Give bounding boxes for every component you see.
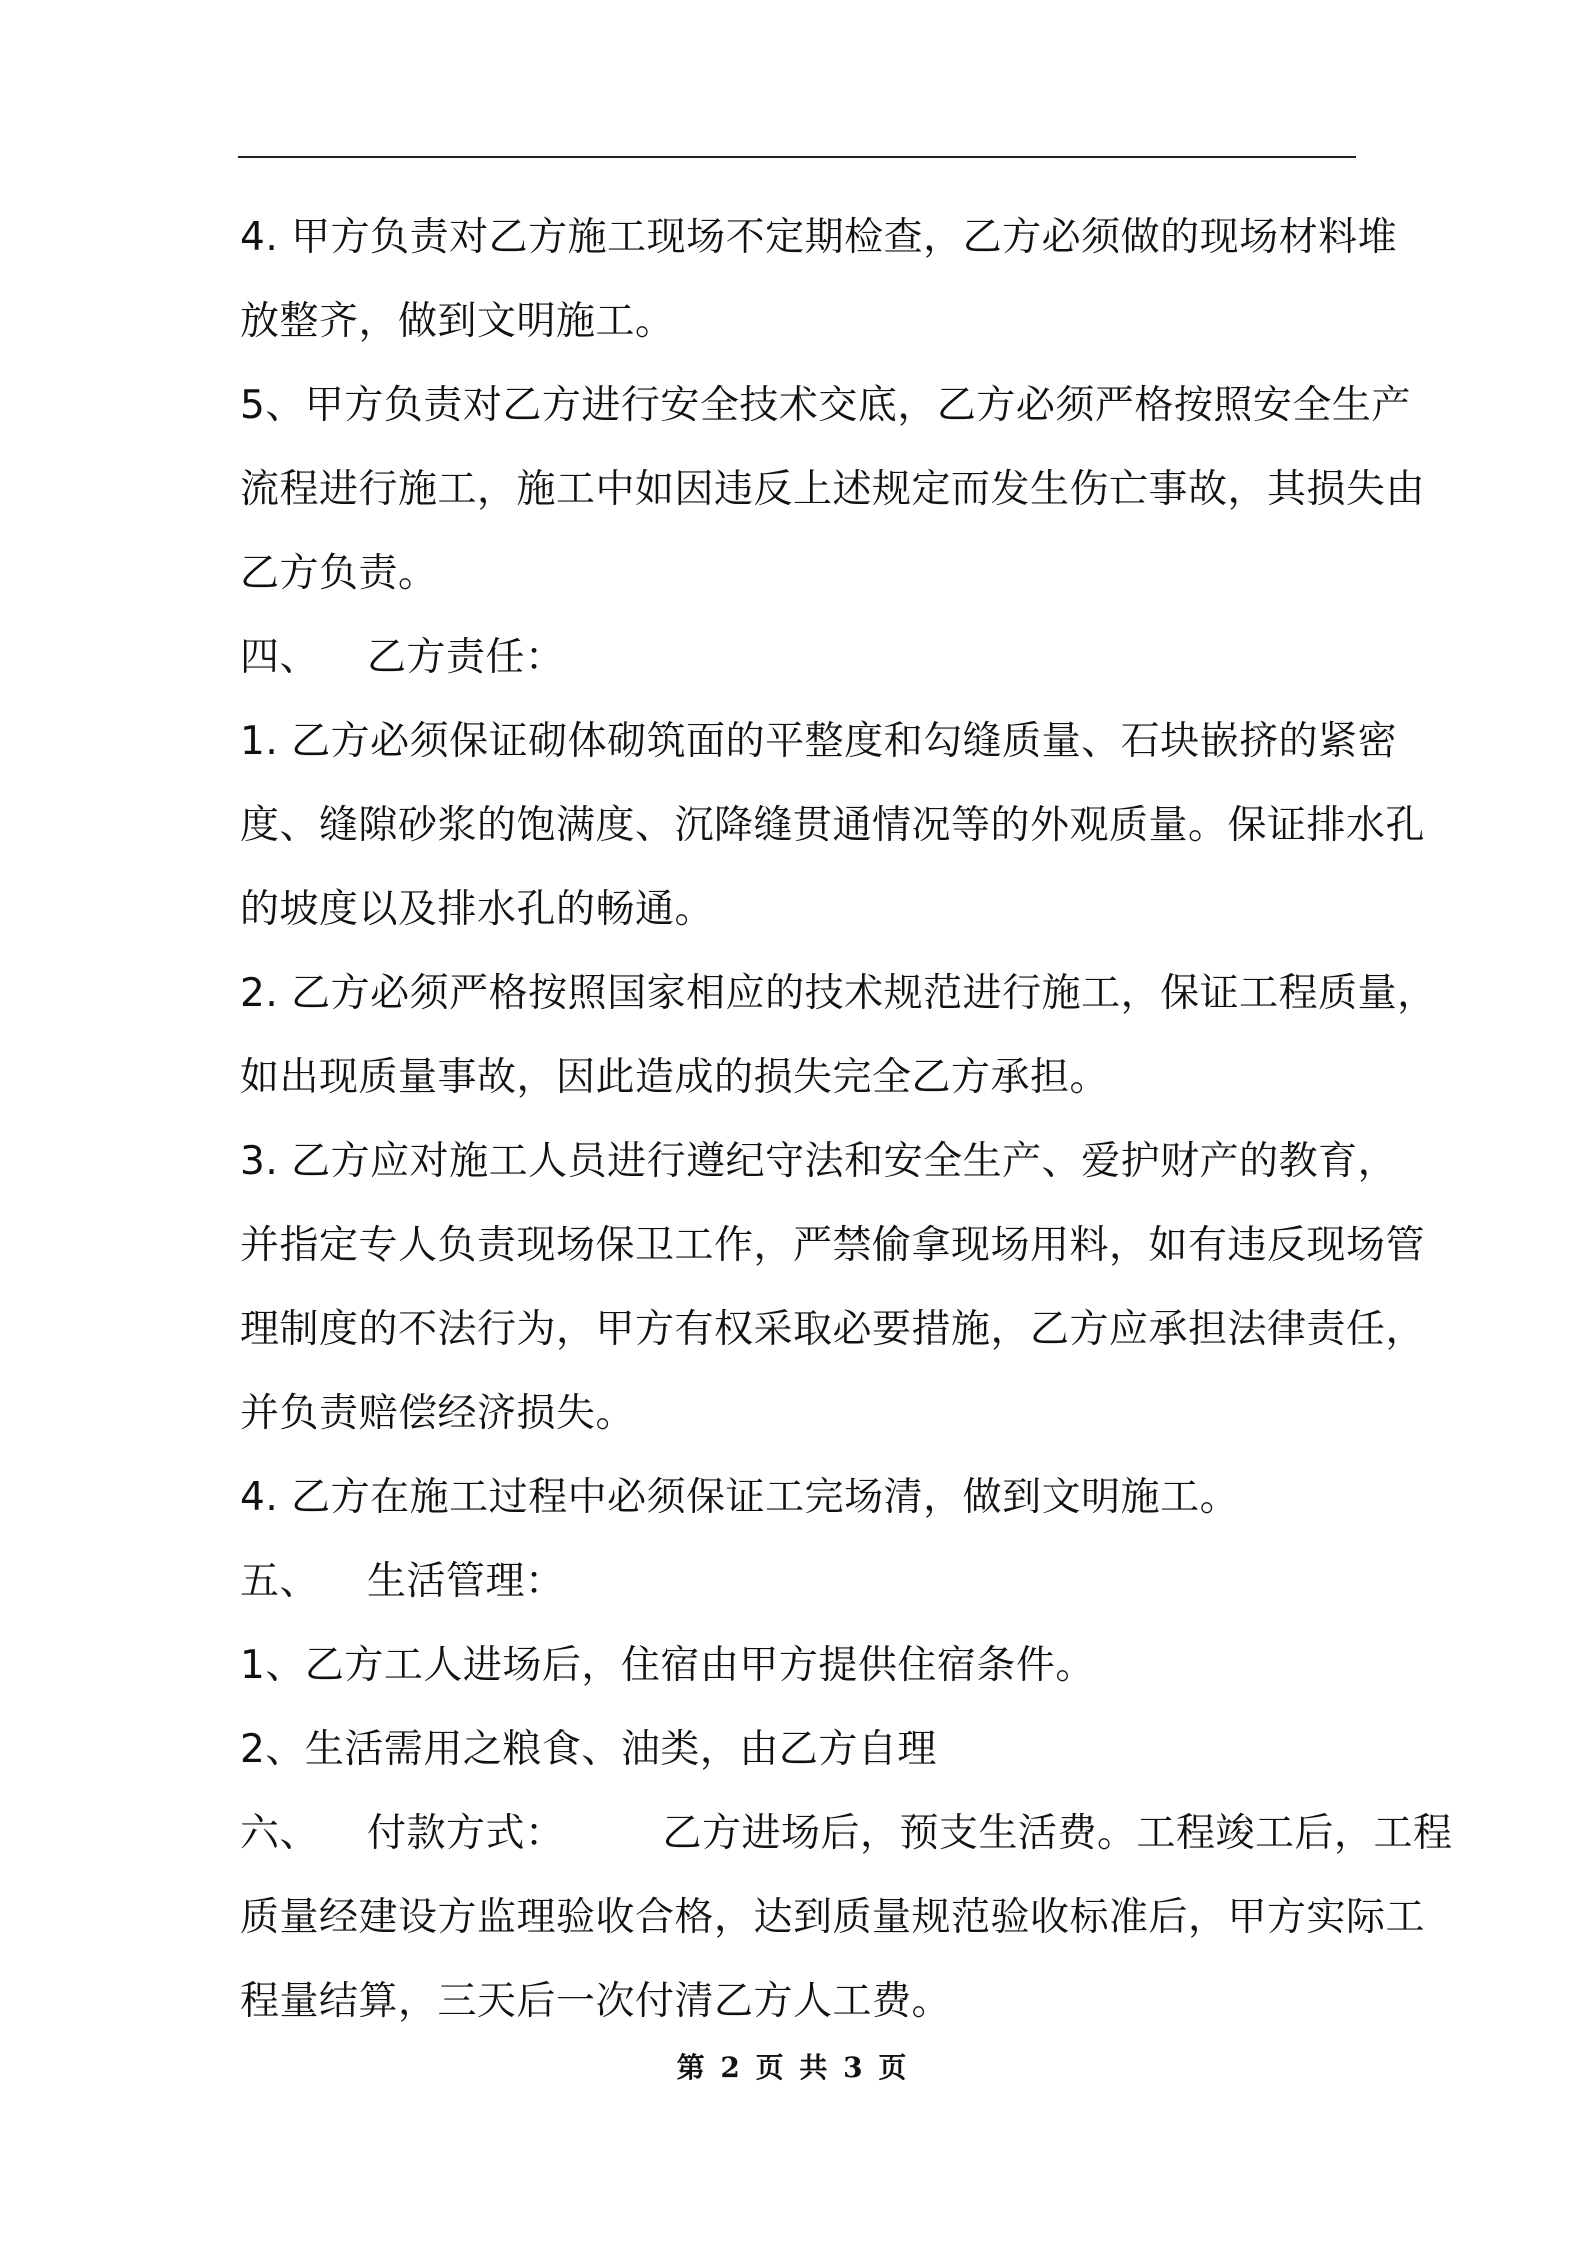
text-line: 放整齐，做到文明施工。: [240, 299, 675, 344]
section-heading-five: [240, 1540, 1360, 1624]
text-line: 2. 乙方必须严格按照国家相应的技术规范进行施工，保证工程质量，: [240, 971, 1437, 1016]
text-line: 的坡度以及排水孔的畅通。: [240, 887, 715, 932]
text-line: 并负责赔偿经济损失。: [240, 1391, 636, 1436]
text-line: 乙方负责。: [240, 551, 438, 596]
section-text: 乙方进场后，预支生活费。工程竣工后，工程: [662, 1811, 1453, 1856]
section-number: 五、: [240, 1559, 320, 1604]
section-number: 四、: [240, 635, 320, 680]
section-title: 乙方责任：: [367, 635, 565, 680]
text-line: 5、甲方负责对乙方进行安全技术交底，乙方必须严格按照安全生产: [240, 383, 1411, 428]
text-line: 4. 乙方在施工过程中必须保证工完场清，做到文明施工。: [240, 1475, 1240, 1520]
text-line: 2、生活需用之粮食、油类，由乙方自理: [240, 1727, 937, 1772]
header-divider: [238, 156, 1356, 158]
page-number-footer: 第 2 页 共 3 页: [676, 2051, 910, 2084]
text-line: 度、缝隙砂浆的饱满度、沉降缝贯通情况等的外观质量。保证排水孔: [240, 803, 1426, 848]
text-line: 理制度的不法行为，甲方有权采取必要措施，乙方应承担法律责任，: [240, 1307, 1426, 1352]
text-line: 如出现质量事故，因此造成的损失完全乙方承担。: [240, 1055, 1110, 1100]
text-line: 程量结算，三天后一次付清乙方人工费。: [240, 1979, 952, 2024]
text-line: 1. 乙方必须保证砌体砌筑面的平整度和勾缝质量、石块嵌挤的紧密: [240, 719, 1398, 764]
section-heading-six: [240, 1792, 1453, 1876]
text-line: 4. 甲方负责对乙方施工现场不定期检查，乙方必须做的现场材料堆: [240, 215, 1398, 260]
text-line: 并指定专人负责现场保卫工作，严禁偷拿现场用料，如有违反现场管: [240, 1223, 1426, 1268]
text-line: 3. 乙方应对施工人员进行遵纪守法和安全生产、爱护财产的教育，: [240, 1139, 1398, 1184]
section-number: 六、: [240, 1811, 320, 1856]
document-body: [240, 196, 1453, 2044]
section-title: 生活管理：: [367, 1559, 565, 1604]
section-title: 付款方式：: [367, 1811, 565, 1856]
text-line: 流程进行施工，施工中如因违反上述规定而发生伤亡事故，其损失由: [240, 467, 1426, 512]
text-line: 质量经建设方监理验收合格，达到质量规范验收标准后，甲方实际工: [240, 1895, 1426, 1940]
section-heading-four: [240, 616, 1360, 700]
text-line: 1、乙方工人进场后，住宿由甲方提供住宿条件。: [240, 1643, 1095, 1688]
